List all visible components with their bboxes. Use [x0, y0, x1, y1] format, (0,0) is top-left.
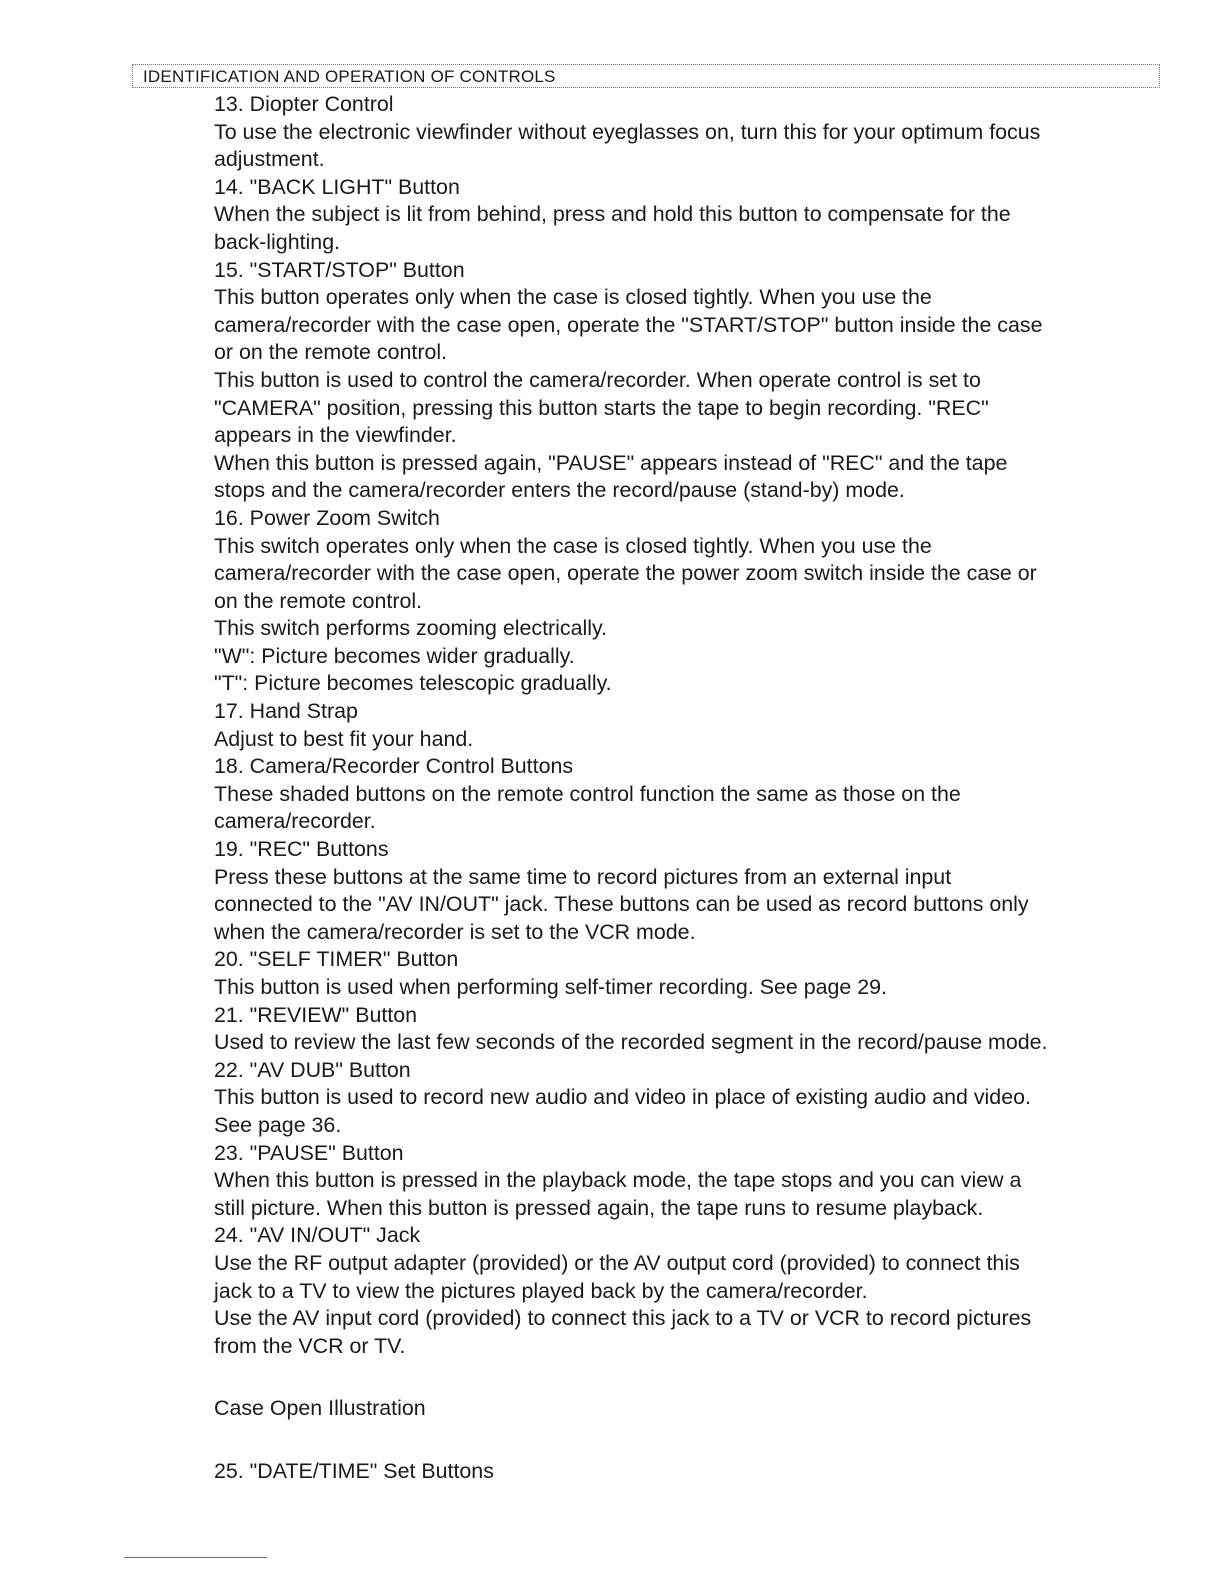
section-header-title: IDENTIFICATION AND OPERATION OF CONTROLS — [143, 67, 556, 86]
item-18-title: 18. Camera/Recorder Control Buttons — [214, 754, 574, 779]
spacer — [214, 1360, 1159, 1395]
item-15-text-line: appears in the viewfinder. — [214, 423, 457, 448]
item-20-text-line: This button is used when performing self-timer recording. See page 29. — [214, 975, 887, 999]
item-13-text-line: To use the electronic viewfinder without eyeglasses on, turn this for your optimum focus — [214, 119, 1041, 144]
item-17-title: 17. Hand Strap — [214, 699, 358, 724]
item-21-title: 21. "REVIEW" Button — [214, 1002, 418, 1027]
item-14-text-line: When the subject is lit from behind, press and hold this button to compensate for the — [214, 202, 1011, 227]
item-22-text-line: See page 36. — [214, 1112, 342, 1137]
item-22-title: 22. "AV DUB" Button — [214, 1057, 411, 1082]
item-15-text-line: "CAMERA" position, pressing this button starts the tape to begin recording. "REC" — [214, 395, 989, 420]
item-14-title: 14. "BACK LIGHT" Button — [214, 174, 460, 199]
item-15-text-line: or on the remote control. — [214, 340, 448, 365]
item-23-text-line: When this button is pressed in the playback mode, the tape stops and you can view a — [214, 1168, 1022, 1193]
item-15-title: 15. "START/STOP" Button — [214, 257, 465, 282]
item-23-text-line: still picture. When this button is pressed again, the tape runs to resume playback. — [214, 1195, 984, 1220]
item-16-text-line: This switch operates only when the case is closed tightly. When you use the — [214, 533, 932, 558]
item-15-text-line: This button operates only when the case is closed tightly. When you use the — [214, 285, 932, 310]
item-19-title: 19. "REC" Buttons — [214, 837, 389, 862]
item-18-text-line: camera/recorder. — [214, 809, 376, 834]
item-24-text-line: Use the RF output adapter (provided) or the AV output cord (provided) to connect this — [214, 1250, 1020, 1275]
item-16-text-line: "W": Picture becomes wider gradually. — [214, 643, 575, 668]
item-13-title: 13. Diopter Control — [214, 92, 394, 116]
item-16-text-line: on the remote control. — [214, 588, 423, 613]
item-13-text-line: adjustment. — [214, 147, 325, 172]
item-20-title: 20. "SELF TIMER" Button — [214, 947, 459, 972]
document-body — [214, 91, 1159, 1486]
item-17-text-line: Adjust to best fit your hand. — [214, 726, 474, 751]
item-22-text-line: This button is used to record new audio and video in place of existing audio and video. — [214, 1085, 1031, 1110]
item-24-text-line: jack to a TV to view the pictures played back by the camera/recorder. — [214, 1278, 868, 1303]
item-19-text-line: Press these buttons at the same time to record pictures from an external input — [214, 864, 952, 889]
item-18-text-line: These shaded buttons on the remote control function the same as those on the — [214, 781, 961, 806]
item-15-text-line: stops and the camera/recorder enters the record/pause (stand-by) mode. — [214, 478, 905, 503]
item-24-text-line: from the VCR or TV. — [214, 1333, 406, 1358]
item-19-text-line: connected to the "AV IN/OUT" jack. These buttons can be used as record buttons only — [214, 892, 1029, 917]
item-21-text-line: Used to review the last few seconds of the recorded segment in the record/pause mode. — [214, 1030, 1048, 1055]
item-23-title: 23. "PAUSE" Button — [214, 1140, 404, 1165]
item-15-text-line: camera/recorder with the case open, operate the "START/STOP" button inside the case — [214, 312, 1043, 337]
item-16-text-line: This switch performs zooming electrically. — [214, 616, 608, 641]
item-15-text-line: This button is used to control the camera/recorder. When operate control is set to — [214, 367, 981, 392]
item-24-text-line: Use the AV input cord (provided) to connect this jack to a TV or VCR to record pictures — [214, 1306, 1032, 1331]
item-16-text-line: "T": Picture becomes telescopic gradually. — [214, 671, 612, 696]
section-header-bar — [132, 64, 1160, 88]
illustration-caption: Case Open Illustration — [214, 1396, 426, 1421]
item-19-text-line: when the camera/recorder is set to the VCR mode. — [214, 919, 696, 944]
item-15-text-line: When this button is pressed again, "PAUSE" appears instead of "REC" and the tape — [214, 450, 1008, 475]
item-16-title: 16. Power Zoom Switch — [214, 505, 440, 530]
item-14-text-line: back-lighting. — [214, 229, 341, 254]
spacer — [214, 1423, 1159, 1458]
footer-rule — [124, 1557, 267, 1558]
item-25-title: 25. "DATE/TIME" Set Buttons — [214, 1458, 494, 1483]
item-24-title: 24. "AV IN/OUT" Jack — [214, 1223, 421, 1248]
item-16-text-line: camera/recorder with the case open, operate the power zoom switch inside the case or — [214, 561, 1037, 586]
